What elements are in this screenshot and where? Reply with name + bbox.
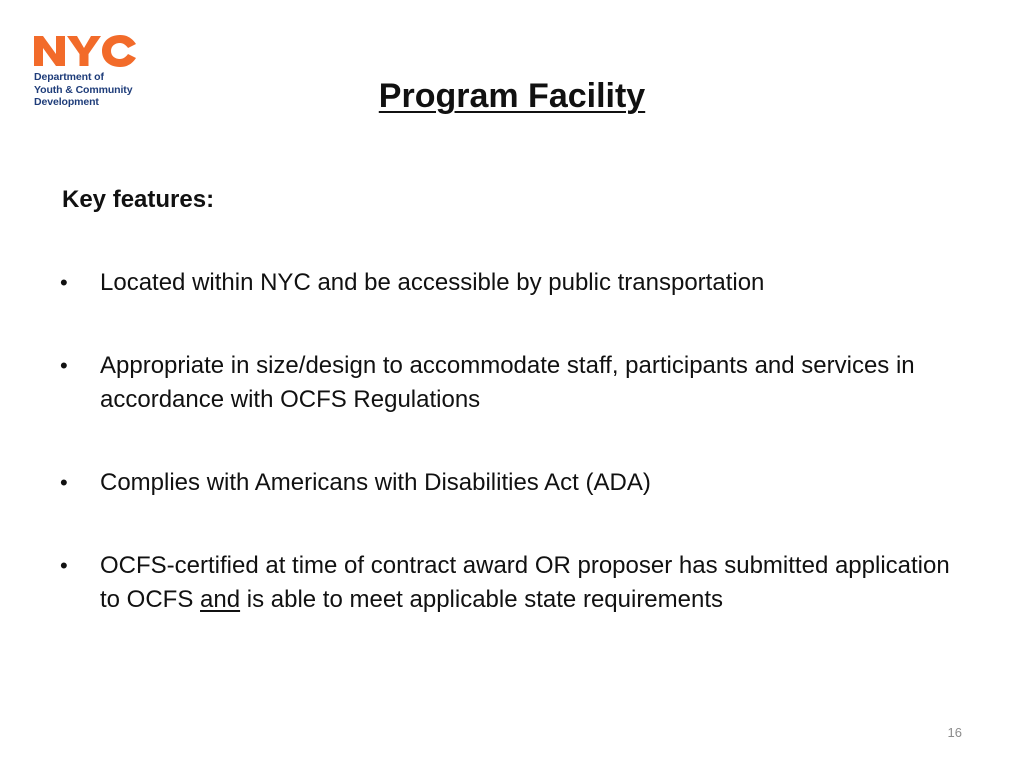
underlined-word: and <box>200 586 241 613</box>
list-item <box>60 549 960 617</box>
list-item-text: Located within NYC and be accessible by public transportation <box>100 269 765 296</box>
bullet-icon: • <box>60 553 68 578</box>
feature-list <box>60 266 960 666</box>
logo-line: Development <box>34 96 99 108</box>
bullet-icon: • <box>60 470 68 495</box>
list-item-text: Appropriate in size/design to accommodate staff, participants and services in accordance with OCFS Regulations <box>100 352 915 413</box>
list-item-text-after: is able to meet applicable state requirements <box>240 586 724 613</box>
list-item <box>60 466 960 500</box>
list-item-text: Complies with Americans with Disabilities Act (ADA) <box>100 469 651 496</box>
list-item-text-before: OCFS-certified at time of contract award OR proposer has submitted application to OCFS <box>100 552 950 613</box>
slide-title <box>0 74 1024 118</box>
slide-subheading: Key features: <box>62 186 215 213</box>
logo-line: Youth & Community <box>34 83 133 96</box>
bullet-icon: • <box>60 270 68 295</box>
list-item-text <box>100 552 950 613</box>
list-item <box>60 349 960 417</box>
nyc-logo-icon <box>34 34 138 68</box>
list-item <box>60 266 960 300</box>
slide-title-text: Program Facility <box>378 77 646 115</box>
logo-line: Department of <box>34 71 104 83</box>
bullet-icon: • <box>60 353 68 378</box>
page-number: 16 <box>947 725 962 740</box>
